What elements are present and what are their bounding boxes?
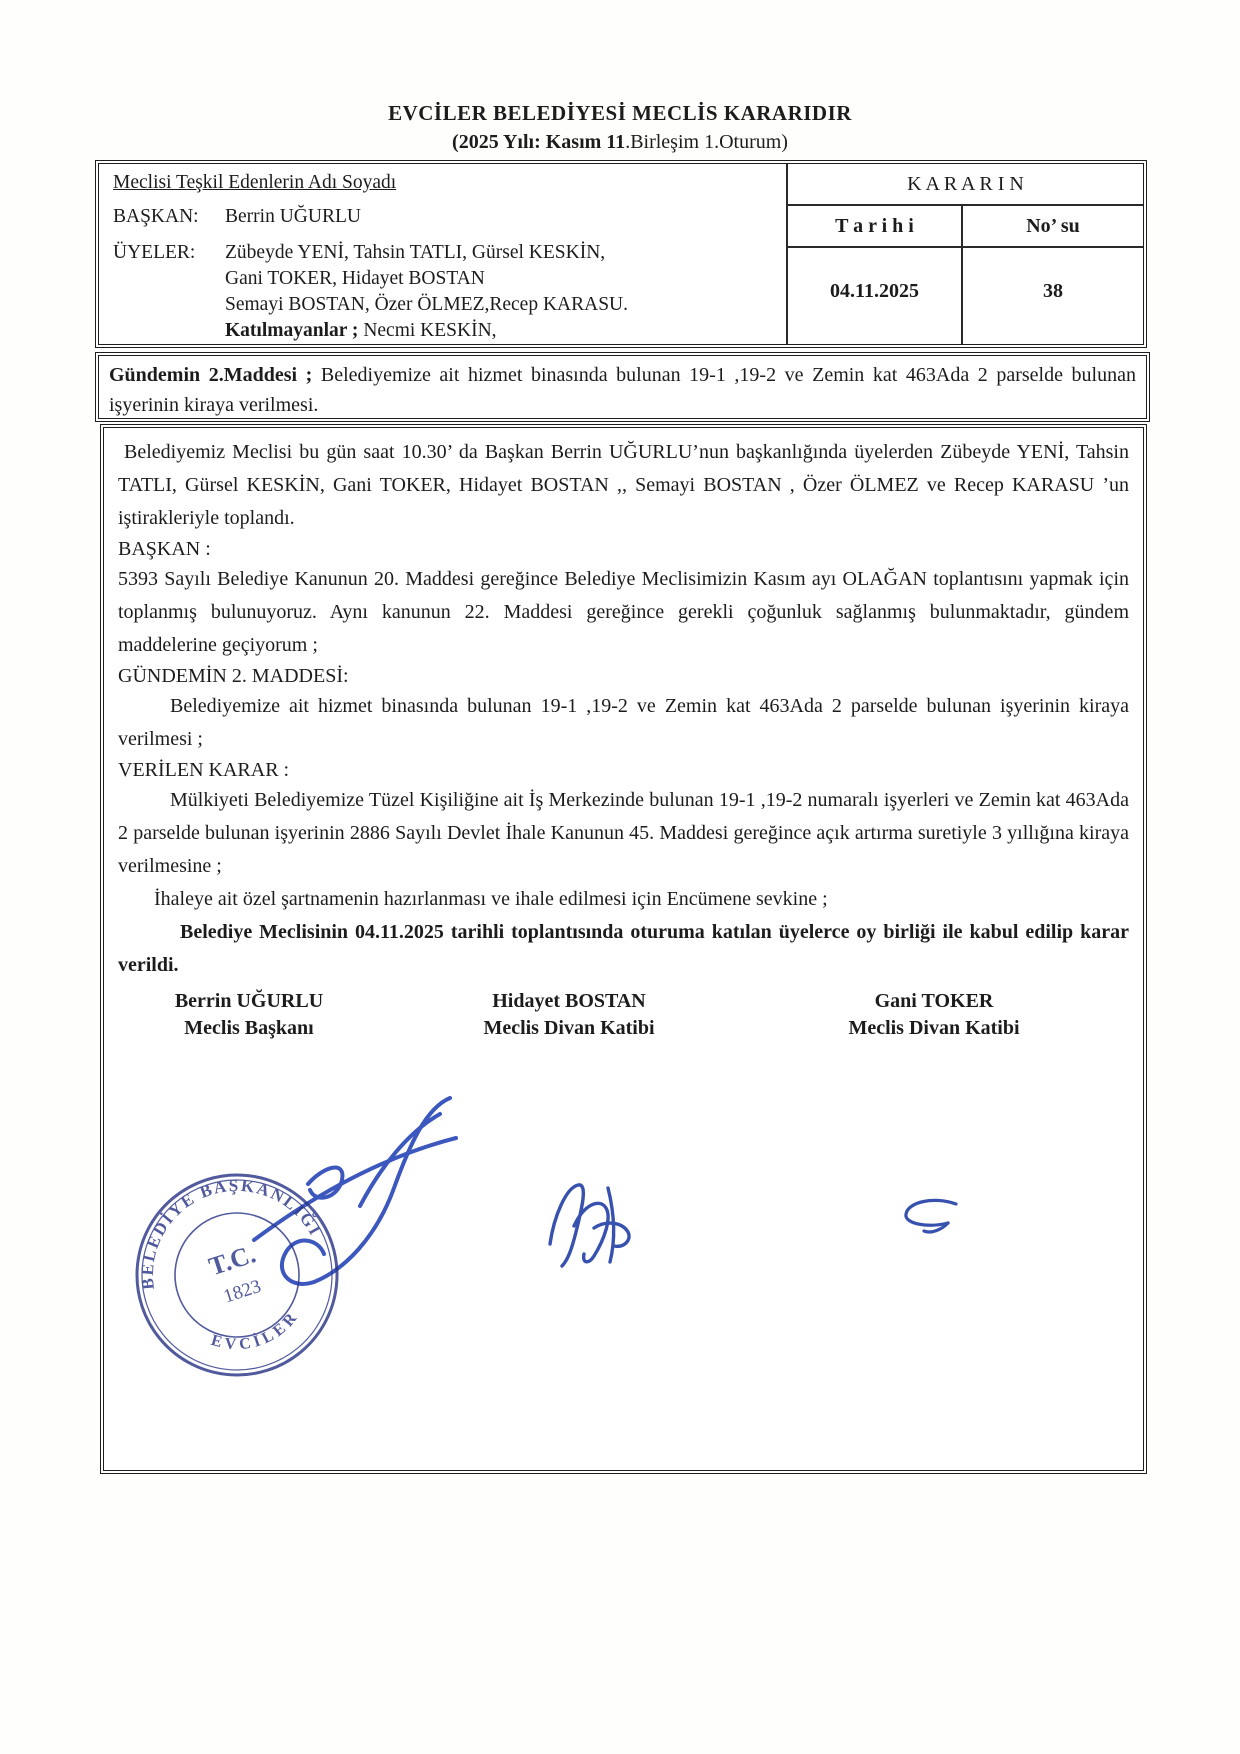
svg-text:1823: 1823 [221,1275,264,1308]
absentees-line [225,318,628,344]
signer-title: Meclis Divan Katibi [848,1017,1020,1039]
council-header-table [95,160,1147,348]
chairman-speech: 5393 Sayılı Belediye Kanunun 20. Maddesi gereğince Belediye Meclisimizin Kasım ayı OLAĞAN toplantısını yapmak için toplanmış bulunuyoruz. Aynı kanunun 22. Maddesi gereğince gerekli çoğunluk sağlanmış bulunmaktadır, gündem maddelerine geçiyorum ; [118,568,1129,656]
members-heading: Meclisi Teşkil Edenlerin Adı Soyadı [113,172,397,193]
agenda-item-box [95,352,1150,422]
signature-block-clerk-1 [454,988,684,1042]
document-title: EVCİLER BELEDİYESİ MECLİS KARARIDIR [388,101,852,125]
decision-info-cell [786,164,1143,344]
signature-block-chairman [154,988,344,1042]
signer-name: Hidayet BOSTAN [492,990,646,1012]
agenda-item-label: Gündemin 2.Maddesi ; [109,364,313,386]
members-cell [99,164,786,344]
decision-date-column [788,206,963,344]
members-row [113,240,776,344]
chairman-name: Berrin UĞURLU [225,206,361,227]
svg-text:T.C.: T.C. [205,1239,260,1282]
agenda-item-text: Belediyemize ait hizmet binasında bulunan 19-1 ,19-2 ve Zemin kat 463Ada 2 parselde bulunan işyerinin kiraya verilmesi. [109,364,1136,416]
subtitle-session-rest: .Birleşim 1.Oturum) [625,131,788,154]
decision-body-box [100,424,1147,1474]
closing-paragraph: Belediye Meclisinin 04.11.2025 tarihli toplantısında oturuma katılan üyelerce oy birliği ile kabul edilip karar verildi. [118,921,1129,976]
signer-title: Meclis Başkanı [184,1017,314,1039]
document-subtitle [0,128,1240,157]
decision-date-value: 04.11.2025 [830,280,919,302]
clerk2-signature-icon [894,1194,972,1238]
decision-columns [788,206,1143,344]
svg-text:EVCİLER: EVCİLER [209,1307,303,1354]
chairman-signature-icon [212,1088,474,1293]
decision-body [104,428,1143,1068]
agenda-heading: GÜNDEMİN 2. MADDESİ: [118,665,349,687]
municipality-stamp-icon [130,1168,344,1382]
members-list [225,240,628,344]
members-label: ÜYELER: [113,242,196,263]
members-line-3: Semayi BOSTAN, Özer ÖLMEZ,Recep KARASU. [225,294,629,315]
signature-row [118,988,1129,1068]
opening-paragraph: Belediyemiz Meclisi bu gün saat 10.30’ da Başkan Berrin UĞURLU’nun başkanlığında üyelerden Zübeyde YENİ, Tahsin TATLI, Gürsel KESKİN, Gani TOKER, Hidayet BOSTAN ,, Semayi BOSTAN , Özer ÖLMEZ ve Recep KARASU ’un iştirakleriyle toplandı. [118,441,1129,529]
absentees-value: Necmi KESKİN, [363,320,497,341]
members-line-1: Zübeyde YENİ, Tahsin TATLI, Gürsel KESKİN, [225,242,606,263]
members-line-2: Gani TOKER, Hidayet BOSTAN [225,268,485,289]
document-title-block [0,98,1240,157]
signer-title: Meclis Divan Katibi [483,1017,655,1039]
agenda-paragraph: Belediyemize ait hizmet binasında bulunan 19-1 ,19-2 ve Zemin kat 463Ada 2 parselde bulunan işyerinin kiraya verilmesi ; [118,695,1129,750]
chairman-label: BAŞKAN: [113,206,199,227]
chairman-row [113,204,776,230]
absentees-label: Katılmayanlar ; [225,320,359,341]
decision-paragraph-1: Mülkiyeti Belediyemize Tüzel Kişiliğine ait İş Merkezinde bulunan 19-1 ,19-2 numaralı işyerleri ve Zemin kat 463Ada 2 parselde bulunan işyerinin 2886 Sayılı Devlet İhale Kanunun 45. Maddesi gereğince açık artırma suretiyle 3 yıllığına kiraya verilmesine ; [118,789,1129,877]
decision-paragraph-2: İhaleye ait özel şartnamenin hazırlanması ve ihale edilmesi için Encümene sevkine ; [154,888,828,910]
decision-heading: VERİLEN KARAR : [118,759,290,781]
decision-number-label: No’ su [963,206,1143,248]
decision-header: K A R A R I N [788,164,1143,206]
clerk1-signature-icon [532,1176,652,1274]
signer-name: Gani TOKER [874,990,994,1012]
subtitle-session-bold: (2025 Yılı: Kasım 11 [452,131,626,154]
signer-name: Berrin UĞURLU [174,990,324,1012]
decision-date-label: T a r i h i [788,206,961,248]
svg-text:BELEDİYE BAŞKANLIĞI: BELEDİYE BAŞKANLIĞI [137,1175,326,1291]
decision-number-column [963,206,1143,344]
decision-number-value: 38 [1043,280,1063,302]
signature-block-clerk-2 [814,988,1054,1042]
chairman-speech-heading: BAŞKAN : [118,538,211,560]
